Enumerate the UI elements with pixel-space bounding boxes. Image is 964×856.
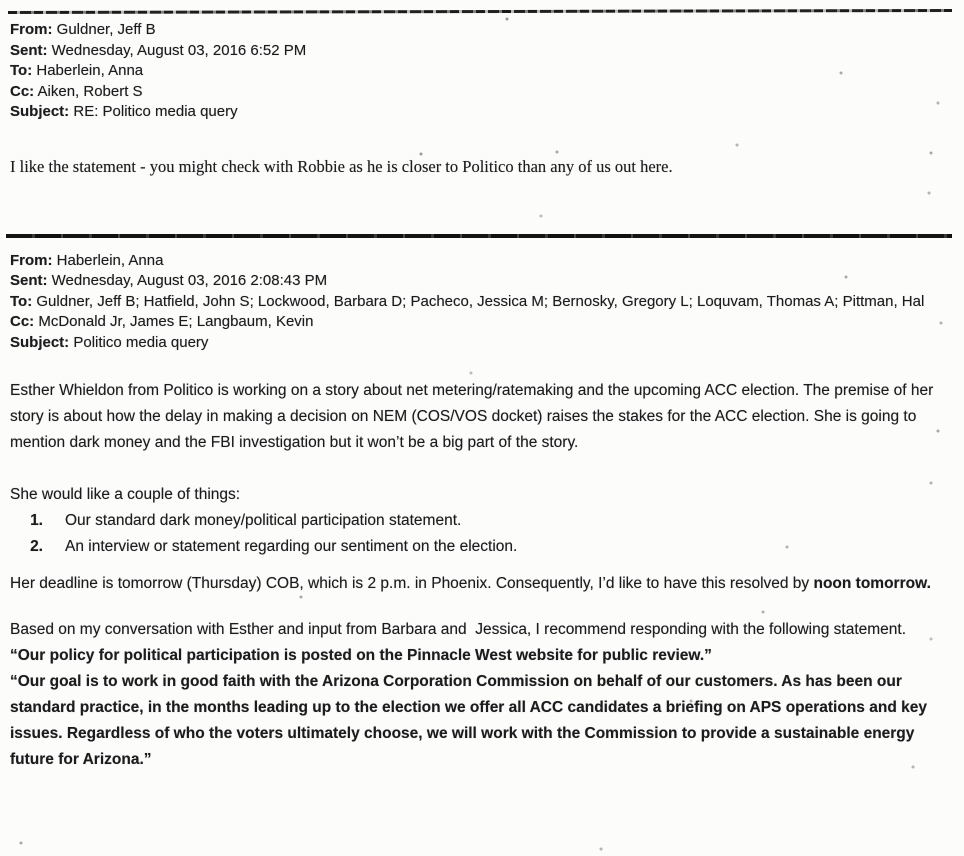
- cc-value: McDonald Jr, James E; Langbaum, Kevin: [34, 313, 314, 330]
- email2-numbered-list: [10, 508, 950, 560]
- scanned-email-document: [0, 10, 964, 856]
- email2-subject-line: [10, 333, 950, 354]
- spacer: [0, 238, 964, 251]
- email2-statement-quote-2: “Our goal is to work in good faith with the Arizona Corporation Commission on behalf of our customers. As has been our standard practice, in the months leading up to the election we offer all ACC candidates a briefing on APS operations and key issues. Regardless of who the voters ultimately choose, we will work with the Commission to provide a sustainable energy future for Arizona.”: [10, 673, 932, 768]
- scan-noise: [0, 10, 2, 12]
- email1-body-text: I like the statement - you might check with Robbie as he is closer to Politico than any of us out here.: [10, 156, 673, 176]
- email2-from-line: [10, 251, 950, 272]
- list-item: [10, 534, 950, 560]
- sent-value: Wednesday, August 03, 2016 6:52 PM: [47, 41, 307, 59]
- from-label: From:: [10, 21, 53, 38]
- list-item: [10, 508, 950, 534]
- to-label: To:: [10, 62, 33, 79]
- subject-value: Politico media query: [69, 333, 209, 351]
- email2-header: [10, 251, 950, 354]
- email1-subject-line: [10, 102, 950, 123]
- email2-to-line: [10, 292, 950, 313]
- email1-cc-line: [10, 82, 950, 103]
- list-item-number: 1.: [30, 512, 43, 529]
- email2-paragraph-deadline: [10, 571, 950, 597]
- cc-label: Cc:: [10, 313, 35, 330]
- from-value: Guldner, Jeff B: [52, 21, 156, 38]
- list-item-text: An interview or statement regarding our sentiment on the election.: [65, 538, 518, 555]
- deadline-text: Her deadline is tomorrow (Thursday) COB, which is 2 p.m. in Phoenix. Consequently, I’d like to have this resolved by: [10, 575, 810, 592]
- separator-line-top: [8, 9, 952, 14]
- to-label: To:: [10, 292, 33, 310]
- email2-paragraph-story: Esther Whieldon from Politico is working on a story about net metering/ratemaking and the upcoming ACC election. The premise of her story is about how the delay in making a decision on NEM (COS/VOS docket) raises the stakes for the ACC election. She is going to mention dark money and the FBI investigation but it won’t be a big part of the story.: [10, 382, 938, 451]
- subject-value: RE: Politico media query: [69, 103, 238, 120]
- email2-sent-line: [10, 271, 950, 292]
- email1-to-line: [10, 61, 950, 82]
- spacer: [0, 178, 964, 234]
- subject-label: Subject:: [10, 333, 70, 351]
- to-value: Haberlein, Anna: [32, 62, 144, 79]
- from-value: Haberlein, Anna: [52, 251, 164, 269]
- email2-paragraph-recommendation: Based on my conversation with Esther and input from Barbara and Jessica, I recommend responding with the following statement.: [10, 621, 907, 638]
- list-item-text: Our standard dark money/political participation statement.: [65, 512, 462, 529]
- email1-from-line: [10, 20, 950, 41]
- subject-label: Subject:: [10, 103, 70, 120]
- email1-header: [10, 20, 950, 123]
- sent-value: Wednesday, August 03, 2016 2:08:43 PM: [47, 272, 328, 289]
- sent-label: Sent:: [10, 41, 48, 59]
- sent-label: Sent:: [10, 272, 48, 289]
- email1-sent-line: [10, 41, 950, 62]
- from-label: From:: [10, 251, 53, 269]
- email2-statement-quote-1: “Our policy for political participation is posted on the Pinnacle West website for public review.”: [10, 647, 712, 664]
- email2-list-intro: She would like a couple of things:: [10, 486, 241, 503]
- cc-label: Cc:: [10, 82, 35, 100]
- to-value: Guldner, Jeff B; Hatfield, John S; Lockwood, Barbara D; Pacheco, Jessica M; Bernosky, Gregory L; Loquvam, Thomas A; Pittman, Hal: [32, 292, 925, 310]
- cc-value: Aiken, Robert S: [34, 82, 143, 100]
- deadline-bold-text: noon tomorrow.: [813, 575, 931, 592]
- email2-cc-line: [10, 312, 950, 333]
- list-item-number: 2.: [30, 538, 43, 555]
